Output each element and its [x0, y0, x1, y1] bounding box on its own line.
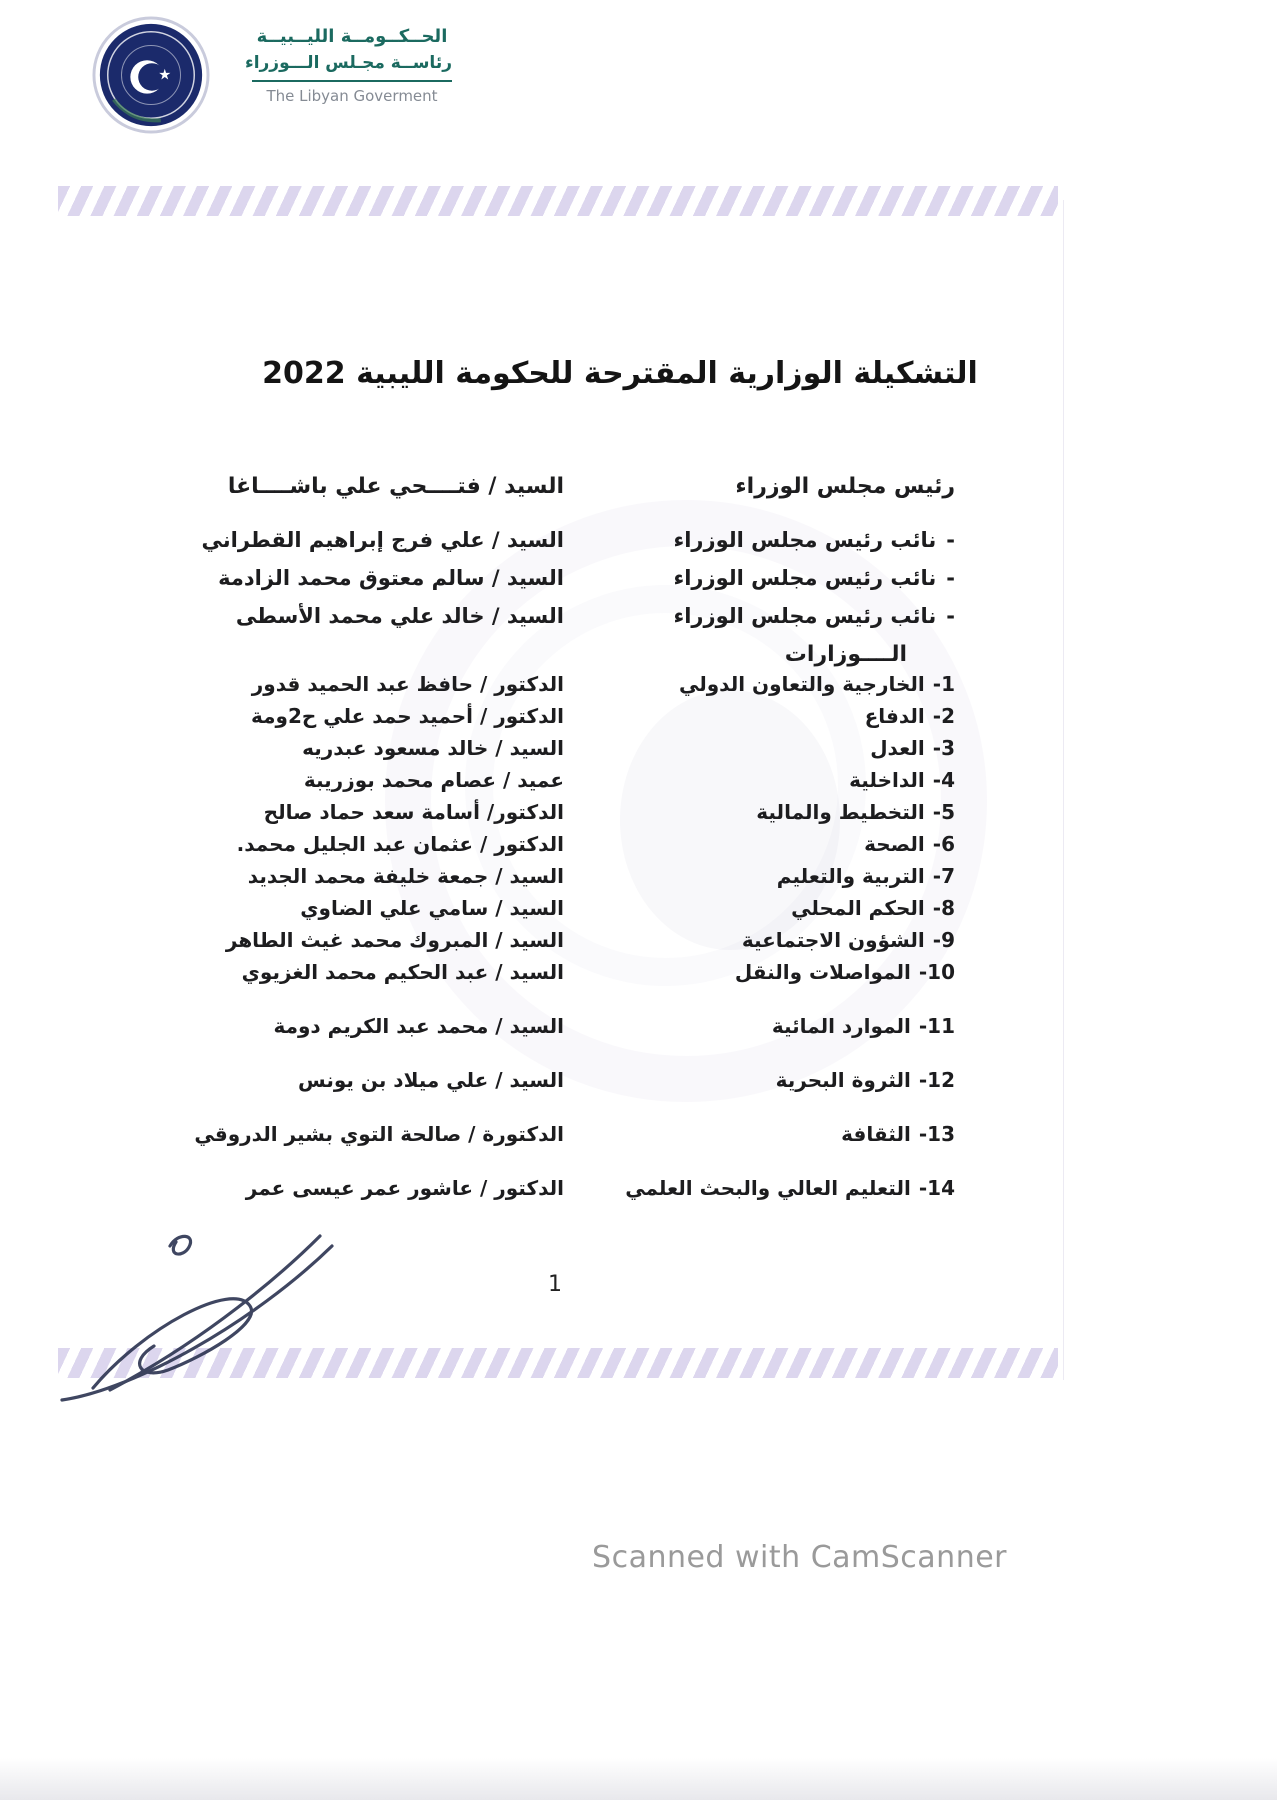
dash-bullet: - — [946, 528, 955, 552]
ministry-label: التربية والتعليم — [776, 864, 925, 888]
minister-name: السيد / محمد عبد الكريم دومة — [273, 1014, 564, 1038]
pm-name: السيد / فتــــحي علي باشــــاغا — [227, 474, 564, 499]
deputy-position-label: نائب رئيس مجلس الوزراء — [673, 528, 937, 552]
ministry-number: 5- — [932, 800, 955, 824]
ministry-label: الداخلية — [849, 768, 925, 792]
ministry-number: 8- — [932, 896, 955, 920]
deputy-position-label: نائب رئيس مجلس الوزراء — [673, 566, 937, 590]
ministry-label: التخطيط والمالية — [756, 800, 925, 824]
ministry-row — [262, 800, 955, 832]
minister-name: الدكتور / حافظ عبد الحميد قدور — [251, 672, 564, 696]
minister-name: الدكتورة / صالحة التوي بشير الدروقي — [194, 1122, 564, 1146]
org-text-block — [245, 26, 452, 105]
pm-row — [227, 474, 955, 514]
ministry-number: 4- — [932, 768, 955, 792]
ministry-number: 2- — [932, 704, 955, 728]
ministry-row — [262, 1068, 955, 1100]
ministry-row — [262, 896, 955, 928]
minister-name: الدكتور / أحميد حمد علي ح2ومة — [250, 704, 564, 728]
minister-name: عميد / عصام محمد بوزريبة — [303, 768, 564, 792]
ministry-number: 9- — [932, 928, 955, 952]
ministry-row — [225, 928, 955, 960]
org-name-arabic: الحــكــومــة الليــبيــة — [256, 26, 448, 47]
handwritten-signature — [48, 1218, 348, 1403]
ministry-row — [262, 768, 955, 800]
ministry-position — [735, 960, 955, 984]
ministry-number: 1- — [932, 672, 955, 696]
minister-name: الدكتور / عاشور عمر عيسى عمر — [245, 1176, 564, 1200]
letterhead-divider — [252, 80, 452, 82]
deputy-row — [201, 528, 955, 566]
minister-name: السيد / عبد الحكيم محمد الغزيوي — [241, 960, 564, 984]
ministry-row — [247, 864, 955, 896]
ministry-position — [776, 1068, 955, 1092]
dash-bullet: - — [946, 566, 955, 590]
ministry-position — [791, 896, 955, 920]
ministry-number: 3- — [932, 736, 955, 760]
ministry-label: التعليم العالي والبحث العلمي — [625, 1176, 911, 1200]
page-number: 1 — [548, 1272, 562, 1297]
minister-name: السيد / سامي علي الضاوي — [300, 896, 564, 920]
ministry-number: 14- — [918, 1176, 955, 1200]
ministry-row — [250, 704, 955, 736]
ministry-label: الحكم المحلي — [791, 896, 925, 920]
decorative-band-top — [58, 186, 1058, 216]
ministry-label: المواصلات والنقل — [734, 960, 911, 984]
letterhead — [92, 16, 462, 136]
ministry-position — [849, 768, 955, 792]
ministry-label: الثقافة — [841, 1122, 911, 1146]
ministry-position — [870, 736, 955, 760]
ministry-position — [625, 1176, 955, 1200]
ministry-label: الثروة البحرية — [775, 1068, 911, 1092]
deputy-name: السيد / خالد علي محمد الأسطى — [235, 604, 564, 628]
minister-name: السيد / خالد مسعود عبدريه — [302, 736, 564, 760]
ministry-row — [245, 1176, 955, 1208]
government-emblem-icon — [92, 16, 210, 134]
deputy-row — [218, 566, 955, 604]
org-subtitle-arabic: رئاســة مجـلس الـــوزراء — [245, 53, 452, 73]
pm-position: رئيس مجلس الوزراء — [735, 474, 955, 499]
minister-name: الدكتور/ أسامة سعد حماد صالح — [263, 800, 564, 824]
ministry-position — [679, 672, 955, 696]
ministry-label: الموارد المائية — [771, 1014, 911, 1038]
deputy-position-label: نائب رئيس مجلس الوزراء — [673, 604, 937, 628]
document-title: التشكيلة الوزارية المقترحة للحكومة الليبية 2022 — [262, 356, 978, 391]
ministry-number: 7- — [932, 864, 955, 888]
minister-name: الدكتور / عثمان عبد الجليل محمد. — [236, 832, 564, 856]
minister-name: السيد / علي ميلاد بن يونس — [298, 1068, 564, 1092]
minister-name: السيد / جمعة خليفة محمد الجديد — [247, 864, 564, 888]
ministry-label: الخارجية والتعاون الدولي — [678, 672, 925, 696]
ministry-number: 6- — [932, 832, 955, 856]
ministry-label: العدل — [870, 736, 925, 760]
ministries-section-header-row — [262, 642, 955, 672]
camscanner-watermark: Scanned with CamScanner — [592, 1540, 1007, 1575]
ministry-row — [251, 672, 955, 704]
ministry-row — [262, 1014, 955, 1046]
ministry-number: 10- — [918, 960, 955, 984]
roster — [194, 474, 955, 1208]
org-name-english: The Libyan Goverment — [266, 87, 438, 105]
ministry-position — [864, 832, 955, 856]
ministry-label: الصحة — [864, 832, 925, 856]
deputy-position — [673, 528, 955, 552]
ministry-position — [841, 1122, 955, 1146]
ministries-section-header: الــــوزارات — [784, 642, 907, 667]
ministry-position — [772, 1014, 955, 1038]
dash-bullet: - — [946, 604, 955, 628]
ministry-position — [742, 928, 955, 952]
deputy-name: السيد / علي فرج إبراهيم القطراني — [201, 528, 564, 552]
ministry-row — [241, 960, 955, 992]
deputy-row — [235, 604, 955, 642]
ministry-position — [777, 864, 955, 888]
ministry-number: 11- — [918, 1014, 955, 1038]
page-bottom-shadow — [0, 1758, 1277, 1800]
ministry-row — [262, 736, 955, 768]
ministry-label: الشؤون الاجتماعية — [741, 928, 925, 952]
ministry-position — [756, 800, 955, 824]
ministry-row — [194, 1122, 955, 1154]
deputy-name: السيد / سالم معتوق محمد الزادمة — [218, 566, 564, 590]
ministry-row — [236, 832, 955, 864]
deputy-position — [673, 566, 955, 590]
ministry-number: 12- — [918, 1068, 955, 1092]
deputy-position — [673, 604, 955, 628]
ministry-label: الدفاع — [864, 704, 925, 728]
ministry-position — [865, 704, 955, 728]
ministry-number: 13- — [918, 1122, 955, 1146]
minister-name: السيد / المبروك محمد غيث الطاهر — [225, 928, 564, 952]
